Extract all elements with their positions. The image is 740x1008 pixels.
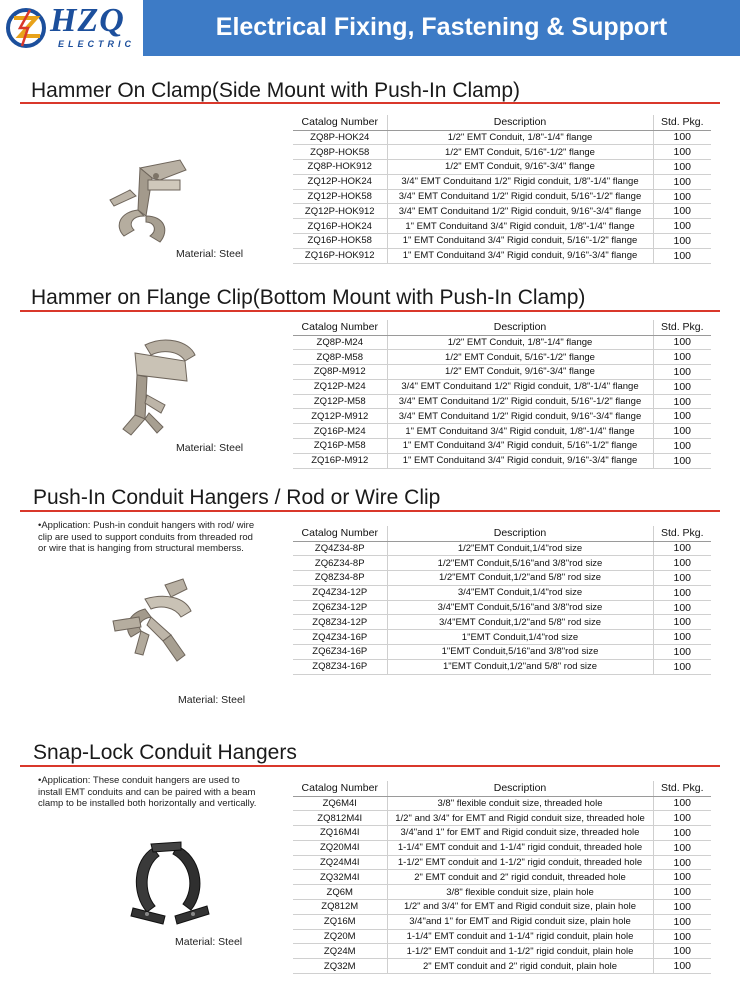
table-row [293, 796, 711, 811]
std-pkg: 100 [653, 959, 711, 974]
std-pkg: 100 [653, 204, 711, 219]
std-pkg: 100 [653, 630, 711, 645]
section-divider [20, 310, 720, 312]
hammer-on-clamp-image [100, 150, 210, 250]
std-pkg: 100 [653, 900, 711, 915]
catalog-number: ZQ16P-HOK24 [293, 219, 387, 234]
section-title-snap-lock-conduit-hangers: Snap-Lock Conduit Hangers [33, 741, 297, 764]
std-pkg: 100 [653, 914, 711, 929]
std-pkg: 100 [653, 541, 711, 556]
std-pkg: 100 [653, 855, 711, 870]
std-pkg: 100 [653, 335, 711, 350]
std-pkg: 100 [653, 189, 711, 204]
std-pkg: 100 [653, 615, 711, 630]
catalog-header: Catalog Number [293, 526, 387, 541]
catalog-number: ZQ20M [293, 929, 387, 944]
catalog-number: ZQ12P-M24 [293, 379, 387, 394]
catalog-number: ZQ32M [293, 959, 387, 974]
table-row [293, 826, 711, 841]
catalog-number: ZQ6M [293, 885, 387, 900]
catalog-number: ZQ12P-HOK58 [293, 189, 387, 204]
section-divider [20, 510, 720, 512]
std-pkg: 100 [653, 145, 711, 160]
catalog-number: ZQ16P-M24 [293, 424, 387, 439]
pkg-header: Std. Pkg. [653, 115, 711, 130]
std-pkg: 100 [653, 585, 711, 600]
description: 1/2" EMT Conduit, 1/8"-1/4" flange [387, 335, 653, 350]
std-pkg: 100 [653, 556, 711, 571]
catalog-number: ZQ24M [293, 944, 387, 959]
std-pkg: 100 [653, 645, 711, 660]
description: 3/4"EMT Conduit,5/16"and 3/8"rod size [387, 600, 653, 615]
catalog-number: ZQ16P-HOK58 [293, 234, 387, 249]
catalog-number: ZQ8P-HOK912 [293, 160, 387, 175]
description: 3/4"EMT Conduit,1/2"and 5/8" rod size [387, 615, 653, 630]
table-row [293, 394, 711, 409]
description: 3/4"and 1" for EMT and Rigid conduit size, threaded hole [387, 826, 653, 841]
description: 1-1/4" EMT conduit and 1-1/4" rigid conduit, plain hole [387, 929, 653, 944]
description: 3/8" flexible conduit size, threaded hole [387, 796, 653, 811]
description: 1-1/2" EMT conduit and 1-1/2" rigid conduit, plain hole [387, 944, 653, 959]
std-pkg: 100 [653, 811, 711, 826]
description-header: Description [387, 781, 653, 796]
catalog-number: ZQ32M4I [293, 870, 387, 885]
description-header: Description [387, 115, 653, 130]
table-row [293, 541, 711, 556]
table-header-row [293, 115, 711, 130]
pkg-header: Std. Pkg. [653, 320, 711, 335]
catalog-number: ZQ8P-HOK24 [293, 130, 387, 145]
table-row [293, 811, 711, 826]
catalog-number: ZQ12P-M912 [293, 409, 387, 424]
section-divider [20, 102, 720, 104]
description: 1/2" EMT Conduit, 1/8"-1/4" flange [387, 130, 653, 145]
table-row [293, 600, 711, 615]
std-pkg: 100 [653, 160, 711, 175]
table-row [293, 248, 711, 263]
std-pkg: 100 [653, 234, 711, 249]
description: 3/4" EMT Conduitand 1/2" Rigid conduit, 9/16"-3/4" flange [387, 409, 653, 424]
std-pkg: 100 [653, 394, 711, 409]
table-row [293, 453, 711, 468]
table-row [293, 219, 711, 234]
std-pkg: 100 [653, 571, 711, 586]
spec-table-hammer-on-clamp [293, 115, 711, 264]
table-row [293, 409, 711, 424]
description: 1" EMT Conduitand 3/4" Rigid conduit, 5/16"-1/2" flange [387, 439, 653, 454]
std-pkg: 100 [653, 174, 711, 189]
description: 1" EMT Conduitand 3/4" Rigid conduit, 1/8"-1/4" flange [387, 424, 653, 439]
pkg-header: Std. Pkg. [653, 526, 711, 541]
std-pkg: 100 [653, 379, 711, 394]
catalog-header: Catalog Number [293, 320, 387, 335]
page-title: Electrical Fixing, Fastening & Support [215, 13, 668, 41]
pkg-header: Std. Pkg. [653, 781, 711, 796]
std-pkg: 100 [653, 600, 711, 615]
table-row [293, 959, 711, 974]
table-row [293, 204, 711, 219]
table-row [293, 855, 711, 870]
description: 1/2"EMT Conduit,1/4"rod size [387, 541, 653, 556]
std-pkg: 100 [653, 219, 711, 234]
table-header-row [293, 320, 711, 335]
catalog-number: ZQ6Z34-16P [293, 645, 387, 660]
catalog-number: ZQ8Z34-16P [293, 659, 387, 674]
table-row [293, 189, 711, 204]
std-pkg: 100 [653, 885, 711, 900]
description: 2" EMT conduit and 2" rigid conduit, plain hole [387, 959, 653, 974]
catalog-number: ZQ6Z34-8P [293, 556, 387, 571]
table-row [293, 585, 711, 600]
table-row [293, 900, 711, 915]
hammer-on-flange-clip-image [115, 335, 205, 440]
catalog-number: ZQ16P-M912 [293, 453, 387, 468]
material-label: Material: Steel [176, 442, 244, 454]
spec-table-push-in-conduit-hangers [293, 526, 711, 675]
std-pkg: 100 [653, 365, 711, 380]
table-row [293, 350, 711, 365]
hzq-logo-icon [6, 6, 46, 50]
section-title-push-in-conduit-hangers: Push-In Conduit Hangers / Rod or Wire Clip [33, 486, 441, 509]
description-header: Description [387, 320, 653, 335]
description: 1-1/4" EMT conduit and 1-1/4" rigid conduit, threaded hole [387, 840, 653, 855]
description: 3/4" EMT Conduitand 1/2" Rigid conduit, 9/16"-3/4" flange [387, 204, 653, 219]
table-row [293, 885, 711, 900]
std-pkg: 100 [653, 350, 711, 365]
table-row [293, 571, 711, 586]
description: 1/2" EMT Conduit, 9/16"-3/4" flange [387, 365, 653, 380]
description: 3/8" flexible conduit size, plain hole [387, 885, 653, 900]
std-pkg: 100 [653, 409, 711, 424]
table-row [293, 174, 711, 189]
catalog-number: ZQ16P-HOK912 [293, 248, 387, 263]
std-pkg: 100 [653, 130, 711, 145]
description: 1/2" EMT Conduit, 5/16"-1/2" flange [387, 145, 653, 160]
catalog-number: ZQ12P-M58 [293, 394, 387, 409]
description: 1" EMT Conduitand 3/4" Rigid conduit, 5/16"-1/2" flange [387, 234, 653, 249]
table-row [293, 556, 711, 571]
table-row [293, 439, 711, 454]
catalog-number: ZQ12P-HOK24 [293, 174, 387, 189]
description: 3/4" EMT Conduitand 1/2" Rigid conduit, 5/16"-1/2" flange [387, 394, 653, 409]
description: 1" EMT Conduitand 3/4" Rigid conduit, 1/8"-1/4" flange [387, 219, 653, 234]
std-pkg: 100 [653, 439, 711, 454]
push-in-conduit-hanger-image [105, 575, 215, 670]
table-row [293, 630, 711, 645]
table-row [293, 929, 711, 944]
description: 3/4"EMT Conduit,1/4"rod size [387, 585, 653, 600]
table-row [293, 379, 711, 394]
spec-table-hammer-on-flange-clip [293, 320, 711, 469]
table-row [293, 130, 711, 145]
std-pkg: 100 [653, 453, 711, 468]
description: 1" EMT Conduitand 3/4" Rigid conduit, 9/16"-3/4" flange [387, 453, 653, 468]
section-divider [20, 765, 720, 767]
table-row [293, 615, 711, 630]
catalog-number: ZQ8Z34-12P [293, 615, 387, 630]
catalog-number: ZQ4Z34-8P [293, 541, 387, 556]
std-pkg: 100 [653, 929, 711, 944]
description: 1"EMT Conduit,1/4"rod size [387, 630, 653, 645]
std-pkg: 100 [653, 870, 711, 885]
description: 1"EMT Conduit,1/2"and 5/8" rod size [387, 659, 653, 674]
std-pkg: 100 [653, 796, 711, 811]
table-row [293, 424, 711, 439]
std-pkg: 100 [653, 840, 711, 855]
catalog-number: ZQ812M [293, 900, 387, 915]
table-row [293, 234, 711, 249]
catalog-number: ZQ8Z34-8P [293, 571, 387, 586]
table-header-row [293, 526, 711, 541]
material-label: Material: Steel [178, 694, 246, 706]
catalog-number: ZQ8P-HOK58 [293, 145, 387, 160]
description: 1/2" EMT Conduit, 9/16"-3/4" flange [387, 160, 653, 175]
spec-table-snap-lock-conduit-hangers [293, 781, 711, 974]
table-row [293, 645, 711, 660]
table-row [293, 870, 711, 885]
description: 1" EMT Conduitand 3/4" Rigid conduit, 9/16"-3/4" flange [387, 248, 653, 263]
section-title-hammer-on-flange-clip: Hammer on Flange Clip(Bottom Mount with Push-In Clamp) [31, 286, 586, 309]
description: 2" EMT conduit and 2" rigid conduit, threaded hole [387, 870, 653, 885]
description: 1-1/2" EMT conduit and 1-1/2" rigid conduit, threaded hole [387, 855, 653, 870]
section-title-hammer-on-clamp: Hammer On Clamp(Side Mount with Push-In Clamp) [31, 79, 520, 102]
table-row [293, 840, 711, 855]
table-row [293, 659, 711, 674]
material-label: Material: Steel [175, 936, 243, 948]
catalog-number: ZQ12P-HOK912 [293, 204, 387, 219]
company-logo [0, 0, 143, 56]
description: 3/4" EMT Conduitand 1/2" Rigid conduit, 1/8"-1/4" flange [387, 174, 653, 189]
catalog-number: ZQ24M4I [293, 855, 387, 870]
description: 3/4" EMT Conduitand 1/2" Rigid conduit, 1/8"-1/4" flange [387, 379, 653, 394]
table-row [293, 335, 711, 350]
catalog-number: ZQ16M [293, 914, 387, 929]
description: 1/2" EMT Conduit, 5/16"-1/2" flange [387, 350, 653, 365]
page-header [0, 0, 740, 56]
logo-subtext: ELECTRIC [58, 39, 135, 49]
std-pkg: 100 [653, 424, 711, 439]
table-row [293, 944, 711, 959]
description: 1/2" and 3/4" for EMT and Rigid conduit size, threaded hole [387, 811, 653, 826]
table-row [293, 160, 711, 175]
description: 3/4"and 1" for EMT and Rigid conduit size, plain hole [387, 914, 653, 929]
application-note: •Application: Push-in conduit hangers with rod/ wire clip are used to support conduits from threaded rod or wire that is hanging from structural memberss. [38, 520, 255, 554]
catalog-number: ZQ8P-M58 [293, 350, 387, 365]
catalog-header: Catalog Number [293, 115, 387, 130]
application-note: •Application: These conduit hangers are used to install EMT conduits and can be paired with a beam clamp to be installed both horizontally and vertically. [38, 775, 257, 809]
std-pkg: 100 [653, 659, 711, 674]
snap-lock-conduit-hanger-image [125, 838, 215, 930]
table-row [293, 914, 711, 929]
catalog-number: ZQ812M4I [293, 811, 387, 826]
header-banner [143, 0, 740, 56]
catalog-number: ZQ8P-M24 [293, 335, 387, 350]
std-pkg: 100 [653, 944, 711, 959]
material-label: Material: Steel [176, 248, 244, 260]
catalog-number: ZQ8P-M912 [293, 365, 387, 380]
catalog-number: ZQ4Z34-16P [293, 630, 387, 645]
catalog-number: ZQ16M4I [293, 826, 387, 841]
description: 1/2" and 3/4" for EMT and Rigid conduit size, plain hole [387, 900, 653, 915]
logo-text: HZQ [50, 2, 125, 39]
table-row [293, 145, 711, 160]
catalog-header: Catalog Number [293, 781, 387, 796]
std-pkg: 100 [653, 248, 711, 263]
catalog-number: ZQ16P-M58 [293, 439, 387, 454]
catalog-number: ZQ6M4I [293, 796, 387, 811]
catalog-number: ZQ4Z34-12P [293, 585, 387, 600]
table-header-row [293, 781, 711, 796]
catalog-number: ZQ6Z34-12P [293, 600, 387, 615]
description: 1"EMT Conduit,5/16"and 3/8"rod size [387, 645, 653, 660]
std-pkg: 100 [653, 826, 711, 841]
description: 1/2"EMT Conduit,5/16"and 3/8"rod size [387, 556, 653, 571]
description-header: Description [387, 526, 653, 541]
description: 1/2"EMT Conduit,1/2"and 5/8" rod size [387, 571, 653, 586]
description: 3/4" EMT Conduitand 1/2" Rigid conduit, 5/16"-1/2" flange [387, 189, 653, 204]
catalog-number: ZQ20M4I [293, 840, 387, 855]
table-row [293, 365, 711, 380]
